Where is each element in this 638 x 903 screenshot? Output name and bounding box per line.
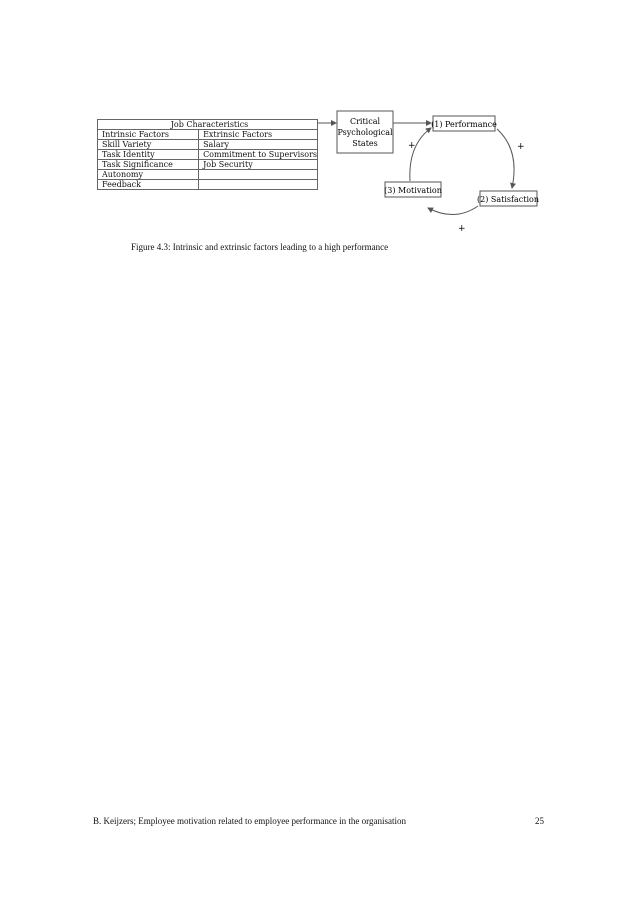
arrow-motivation-to-performance (410, 128, 431, 181)
plus-sign: + (517, 142, 525, 152)
plus-sign: + (458, 224, 466, 234)
table-cell: Task Significance (98, 160, 199, 170)
figure-caption: Figure 4.3: Intrinsic and extrinsic factors leading to a high performance (131, 242, 389, 252)
motivation-label: (3) Motivation (384, 186, 442, 195)
arrow-satisfaction-to-motivation (428, 206, 478, 215)
critical-box-line: States (352, 139, 378, 148)
table-cell: Feedback (98, 180, 199, 190)
table-cell: Commitment to Supervisors (199, 150, 318, 160)
column-header-extrinsic: Extrinsic Factors (199, 130, 318, 140)
plus-sign: + (408, 141, 416, 151)
table-cell: Task Identity (98, 150, 199, 160)
page-number: 25 (535, 816, 544, 826)
table-cell: Skill Variety (98, 140, 199, 150)
critical-box-line: Psychological (337, 128, 393, 137)
performance-label: (1) Performance (431, 120, 497, 129)
table-cell: Job Security (199, 160, 318, 170)
motivation-node (384, 182, 442, 197)
footer-text: B. Keijzers; Employee motivation related to employee performance in the organisation (93, 816, 406, 826)
performance-node (431, 116, 497, 131)
table-cell: Salary (199, 140, 318, 150)
satisfaction-node (477, 191, 539, 206)
table-header: Job Characteristics (98, 120, 318, 130)
table-cell: Autonomy (98, 170, 199, 180)
arrow-performance-to-satisfaction (497, 129, 514, 188)
critical-psychological-states-box (337, 111, 393, 153)
critical-box-line: Critical (349, 117, 381, 126)
column-header-intrinsic: Intrinsic Factors (98, 130, 199, 140)
satisfaction-label: (2) Satisfaction (477, 195, 539, 204)
